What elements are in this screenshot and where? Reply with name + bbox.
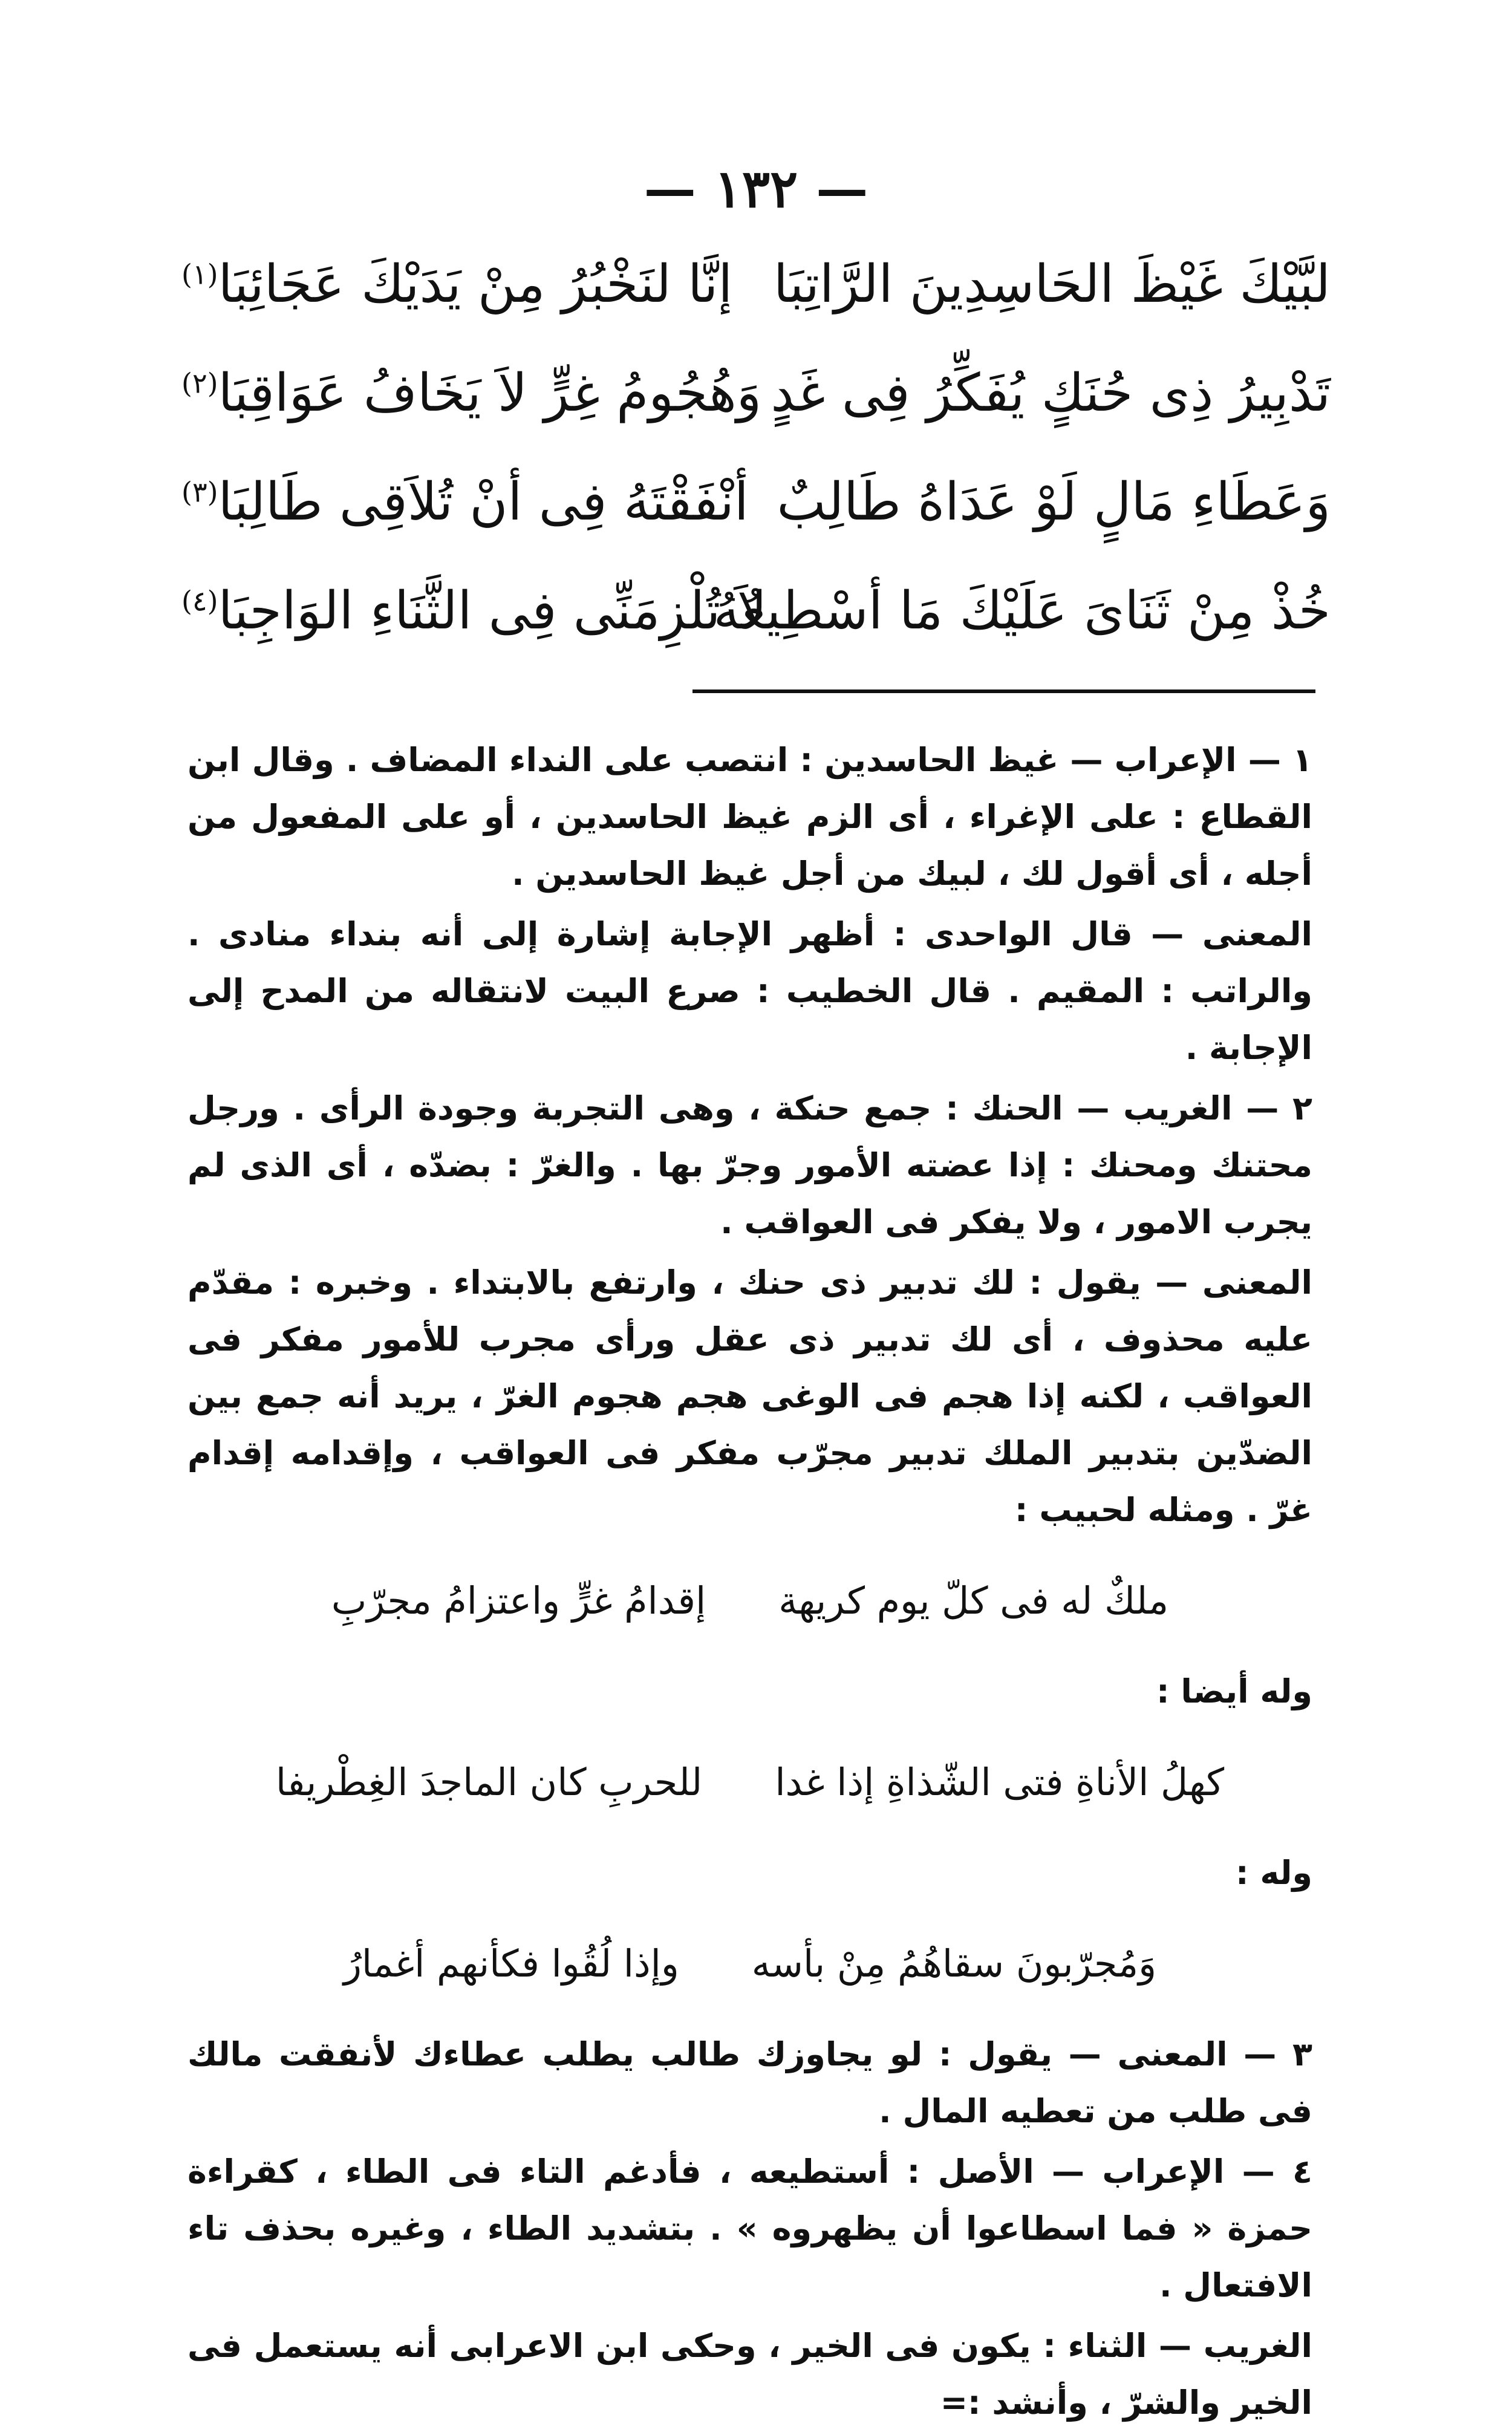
verse-line-1 bbox=[181, 254, 1331, 345]
verse-first-hemistich: خُذْ مِنْ ثَنَاىَ عَلَيْكَ مَا أسْطِيعُهُ bbox=[713, 581, 1331, 641]
cited-verse bbox=[187, 1754, 1312, 1811]
note-paragraph: الغريب — الثناء : يكون فى الخير ، وحكى ابن الاعرابى أنه يستعمل فى الخير والشرّ ، وأنشد := bbox=[187, 2327, 1312, 2422]
footnotes bbox=[187, 732, 1312, 2435]
note-paragraph: المعنى — قال الواحدى : أظهر الإجابة إشارة إلى أنه بنداء منادى . والراتب : المقيم . قال الخطيب : صرع البيت لانتقاله من المدح إلى الإجابة . bbox=[187, 915, 1312, 1067]
verse-first-hemistich: تَدْبِيرُ ذِى حُنَكٍ يُفَكِّرُ فِى غَدٍ bbox=[771, 363, 1331, 423]
verse-line-3 bbox=[181, 472, 1331, 562]
cited-verse bbox=[187, 1573, 1312, 1629]
verse-line-2 bbox=[181, 363, 1331, 454]
verse-first-hemistich: وَعَطَاءِ مَالٍ لَوْ عَدَاهُ طَالِبٌ bbox=[777, 472, 1331, 532]
cited-first-hemistich: ملكٌ له فى كلّ يوم كريهة bbox=[778, 1579, 1169, 1623]
footnote-ref: (٤) bbox=[181, 584, 218, 618]
note-paragraph: ١ — الإعراب — غيظ الحاسدين : انتصب على النداء المضاف . وقال ابن القطاع : على الإغراء ، أى الزم غيظ الحاسدين ، أو على المفعول من أجله ، أى أقول لك ، لبيك من أجل غيظ الحاسدين . bbox=[187, 741, 1312, 893]
note-paragraph: ٣ — المعنى — يقول : لو يجاوزك طالب يطلب عطاءك لأنفقت مالك فى طلب من تعطيه المال . bbox=[187, 2035, 1312, 2130]
cited-first-hemistich: وَمُجرّبونَ سقاهُمُ مِنْ بأسه bbox=[751, 1941, 1157, 1986]
verse-second-hemistich: إنَّا لنَخْبُرُ مِنْ يَدَيْكَ عَجَائِبَا$^{(١)}$ bbox=[181, 254, 733, 315]
footnote-ref: (١) bbox=[181, 258, 218, 291]
verse-second-hemistich: أنْفَقْتَهُ فِى أنْ تُلاَقِى طَالِبَا$^{(٣)}$ bbox=[181, 472, 749, 532]
cited-verse bbox=[187, 1935, 1312, 1992]
footnote-ref: (٣) bbox=[181, 475, 218, 509]
verse-second-hemistich: وَهُجُومُ غِرٍّ لاَ يَخَافُ عَوَاقِبَا$^{(٢)}$ bbox=[181, 363, 762, 423]
cited-second-hemistich: وإذا لُقُوا فكأنهم أغمارُ bbox=[343, 1941, 679, 1986]
note-paragraph: ٤ — الإعراب — الأصل : أستطيعه ، فأدغم التاء فى الطاء ، كقراءة حمزة « فما اسطاعوا أن يظهروه » . بتشديد الطاء ، وغيره بحذف تاء الافتعال . bbox=[187, 2153, 1312, 2304]
cited-second-hemistich: للحربِ كان الماجدَ الغِطْريفا bbox=[275, 1760, 703, 1804]
footnote-divider bbox=[692, 689, 1315, 693]
note-label: وله أيضا : bbox=[1156, 1672, 1312, 1710]
note-label: وله : bbox=[1236, 1854, 1312, 1892]
note-paragraph: ٢ — الغريب — الحنك : جمع حنكة ، وهى التجربة وجودة الرأى . ورجل محتنك ومحنك : إذا عضته الأمور وجرّ بها . والغرّ : بضدّه ، أى الذى لم يجرب الامور ، ولا يفكر فى العواقب . bbox=[187, 1089, 1312, 1241]
verse-line-4 bbox=[181, 581, 1331, 671]
verse-first-hemistich: لبَّيْكَ غَيْظَ الحَاسِدِينَ الرَّاتِبَا bbox=[773, 254, 1331, 315]
cited-second-hemistich: إقدامُ غرٍّ واعتزامُ مجرّبِ bbox=[331, 1579, 706, 1623]
note-paragraph: المعنى — يقول : لك تدبير ذى حنك ، وارتفع بالابتداء . وخبره : مقدّم عليه محذوف ، أى لك تدبير ذى عقل ورأى مجرب للأمور مفكر فى العواقب ، لكنه إذا هجم فى الوغى هجم هجوم الغرّ ، يريد أنه جمع بين الضدّين بتدبير الملك تدبير مجرّب مفكر فى العواقب ، وإقدامه إقدام غرّ . ومثله لحبيب : bbox=[187, 1263, 1312, 1529]
page-number: — ١٣٢ — bbox=[644, 158, 868, 220]
cited-first-hemistich: كهلُ الأناةِ فتى الشّذاةِ إذا غدا bbox=[775, 1760, 1225, 1804]
verse-second-hemistich: لاَ تُلْزِمَنِّى فِى الثَّنَاءِ الوَاجِبَا$^{(٤)}$ bbox=[181, 581, 767, 641]
footnote-ref: (٢) bbox=[181, 367, 218, 400]
